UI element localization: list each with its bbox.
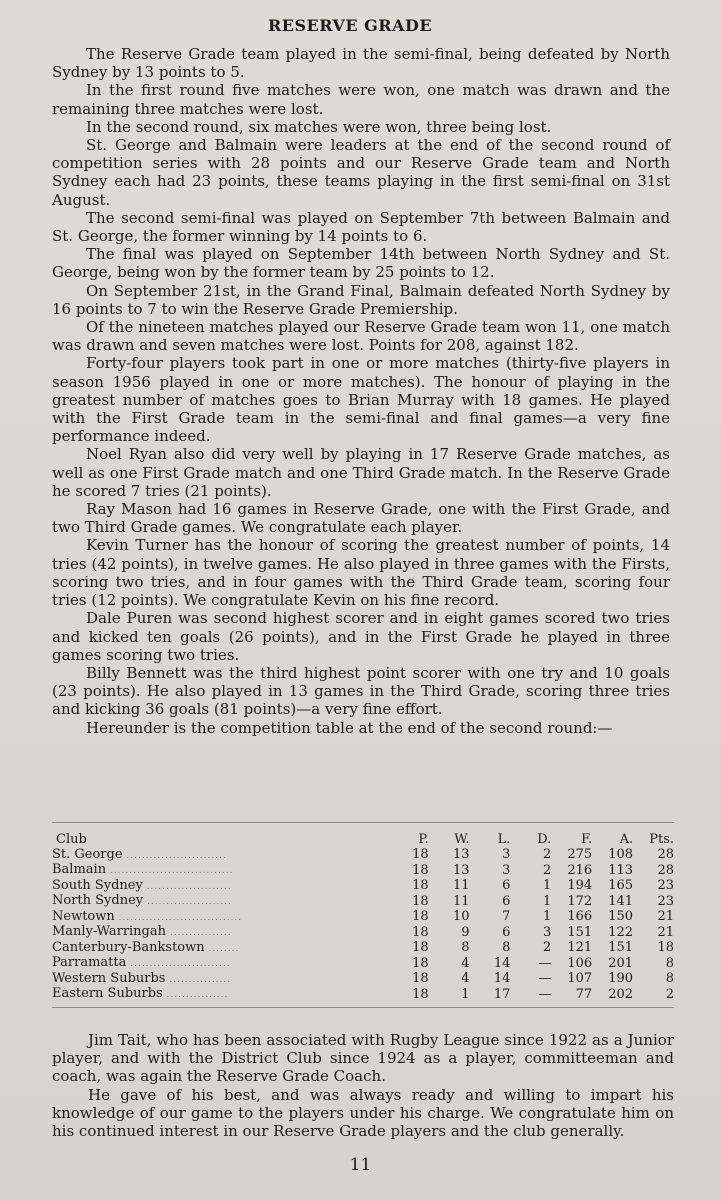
stat-cell: — [538, 986, 552, 1002]
stat-cell: 18 [412, 847, 429, 862]
table-row [52, 879, 674, 895]
stat-cell: 21 [657, 909, 674, 924]
page-title: RESERVE GRADE [267, 16, 433, 35]
stat-cell: 23 [657, 878, 674, 893]
column-header: Pts. [649, 832, 674, 847]
standings-table [52, 833, 674, 1003]
leader-dots: ................................ [114, 912, 243, 923]
club-name-cell [52, 956, 388, 972]
stat-cell: 8 [502, 940, 511, 955]
stat-cell: 2 [543, 847, 552, 862]
stat-cell: 122 [608, 924, 634, 940]
stat-cell: 2 [665, 986, 674, 1002]
table-row [52, 910, 674, 926]
competition-table [52, 822, 674, 1008]
stat-cell: 150 [608, 909, 634, 924]
stat-cell: 107 [567, 971, 593, 986]
stat-cell: 18 [412, 909, 429, 924]
leader-dots: ................ [165, 974, 232, 985]
stat-cell: 77 [575, 986, 593, 1002]
club-name: South Sydney [52, 878, 143, 893]
stat-cell: 18 [412, 862, 429, 878]
stat-cell: 6 [502, 893, 511, 909]
paragraph: Of the nineteen matches played our Reserve Grade team won 11, one match was drawn and seven matches were lost. Points for 208, against 182. [52, 318, 670, 355]
paragraph: Hereunder is the competition table at the end of the second round:— [86, 718, 613, 737]
stat-cell: — [538, 971, 552, 986]
paragraph: The final was played on September 14th between North Sydney and St. George, being won by the former team by 25 points to 12. [52, 245, 670, 282]
stat-cell: 165 [608, 878, 634, 893]
stat-cell: 18 [412, 955, 429, 971]
club-name-cell [52, 879, 388, 895]
stat-cell: 18 [412, 924, 429, 940]
table-header-row [52, 833, 674, 848]
page-number: 11 [349, 1155, 372, 1175]
stat-cell: 10 [452, 909, 470, 924]
club-name-cell [52, 863, 388, 879]
stat-cell: 4 [461, 971, 470, 986]
stat-cell: 1 [543, 893, 552, 909]
paragraph: Noel Ryan also did very well by playing in 17 Reserve Grade matches, as well as one First Grade match and one Third Grade match. In the Reserve Grade he scored 7 tries (21 points). [52, 445, 670, 500]
column-header: D. [537, 832, 552, 847]
stat-cell: 2 [543, 940, 552, 955]
stat-cell: 7 [502, 909, 511, 924]
stat-cell: 28 [657, 862, 674, 878]
table-row [52, 941, 674, 957]
stat-cell: 1 [461, 986, 470, 1002]
stat-cell: 3 [543, 924, 552, 940]
stat-cell: 4 [461, 955, 470, 971]
stat-cell: 202 [608, 986, 634, 1002]
leader-dots: ................................ [106, 866, 234, 876]
stat-cell: 201 [608, 955, 634, 971]
stat-cell: 18 [412, 971, 429, 986]
stat-cell: 23 [657, 893, 674, 909]
stat-cell: 11 [452, 878, 470, 893]
coach-text [52, 1031, 674, 1140]
stat-cell: 8 [665, 971, 674, 986]
stat-cell: 8 [665, 955, 674, 971]
table-row [52, 848, 674, 864]
stat-cell: 8 [461, 940, 470, 955]
column-header: W. [454, 832, 470, 847]
leader-dots: ................ [166, 928, 232, 938]
paragraph: The Reserve Grade team played in the semi-final, being defeated by North Sydney by 13 points to 5. [52, 45, 670, 82]
stat-cell: 2 [543, 862, 552, 878]
stat-cell: 108 [608, 847, 634, 862]
leader-dots: ................ [162, 990, 229, 1000]
club-name-cell [52, 894, 388, 910]
club-name: North Sydney [52, 894, 144, 908]
club-name-cell [52, 925, 388, 941]
column-header: P. [418, 832, 429, 847]
stat-cell: 151 [567, 924, 593, 940]
stat-cell: 17 [493, 986, 511, 1002]
table-row [52, 972, 674, 988]
paragraph: He gave of his best, and was always ready and willing to impart his knowledge of our game to the players under his charge. We congratulate him on his continued interest in our Reserve Grade players and the club generally. [52, 1085, 674, 1141]
stat-cell: 18 [412, 878, 429, 893]
leader-dots: .......................... [122, 850, 227, 861]
stat-cell: 6 [502, 924, 511, 940]
leader-dots: .......................... [126, 959, 231, 969]
paragraph: On September 21st, in the Grand Final, Balmain defeated North Sydney by 16 points to 7 to win the Reserve Grade Premiership. [52, 281, 670, 318]
club-name: Balmain [52, 863, 107, 877]
stat-cell: 18 [412, 893, 429, 909]
stat-cell: 141 [608, 893, 634, 909]
table-row [52, 956, 674, 972]
paragraph: Kevin Turner has the honour of scoring the greatest number of points, 14 tries (42 points), in twelve games. He also played in three games with the Firsts, scoring two tries, and in four games with the Third Grade team, scoring four tries (12 points). We congratulate Kevin on his fine record. [52, 536, 670, 610]
leader-dots: ...................... [142, 881, 232, 892]
stat-cell: 18 [412, 940, 429, 955]
leader-dots: ...................... [143, 897, 232, 907]
stat-cell: 151 [608, 940, 634, 955]
stat-cell: 9 [461, 924, 470, 940]
stat-cell: 28 [657, 847, 674, 862]
club-name-cell [52, 941, 388, 957]
leader-dots: ........ [204, 943, 240, 954]
stat-cell: 13 [452, 847, 470, 862]
club-name-cell [52, 987, 388, 1003]
club-name-cell [52, 972, 388, 988]
table-row [52, 925, 674, 941]
table-row [52, 987, 674, 1003]
stat-cell: 166 [567, 909, 593, 924]
stat-cell: 190 [608, 971, 634, 986]
paragraph: Dale Puren was second highest scorer and in eight games scored two tries and kicked ten goals (26 points), and in the First Grade he played in three games scoring two tries. [52, 609, 670, 664]
paragraph: Billy Bennett was the third highest point scorer with one try and 10 goals (23 points). He also played in 13 games in the Third Grade, scoring three tries and kicking 36 goals (81 points)—a very fine effort. [52, 663, 670, 719]
paragraph: The second semi-final was played on September 7th between Balmain and St. George, the former winning by 14 points to 6. [52, 208, 670, 246]
table-row [52, 863, 674, 879]
club-name: Newtown [52, 909, 115, 924]
paragraph: St. George and Balmain were leaders at the end of the second round of competition series with 28 points and our Reserve Grade team and North Sydney each had 23 points, these teams playing in the first semi-final on 31st August. [52, 136, 670, 209]
stat-cell: 106 [567, 955, 593, 971]
club-name: Canterbury-Bankstown [52, 940, 205, 955]
club-name: Western Suburbs [52, 971, 166, 986]
stat-cell: 21 [657, 924, 674, 940]
stat-cell: 11 [452, 893, 470, 909]
paragraph: Ray Mason had 16 games in Reserve Grade, one with the First Grade, and two Third Grade games. We congratulate each player. [52, 500, 670, 537]
stat-cell: 1 [543, 878, 552, 893]
club-name-cell [52, 910, 388, 926]
club-name: Parramatta [52, 956, 127, 970]
table-row [52, 894, 674, 910]
column-header: Club [56, 832, 87, 847]
paragraph: In the second round, six matches were won, three being lost. [86, 117, 552, 136]
club-name: St. George [52, 847, 123, 862]
stat-cell: 6 [502, 878, 511, 893]
stat-cell: 1 [543, 909, 552, 924]
club-name: Eastern Suburbs [52, 987, 163, 1001]
club-name: Manly-Warringah [52, 925, 167, 939]
paragraph: Jim Tait, who has been associated with Rugby League since 1922 as a Junior player, and with the District Club since 1924 as a player, committeeman and coach, was again the Reserve Grade Coach. [52, 1031, 674, 1086]
body-text [52, 45, 670, 737]
stat-cell: 121 [567, 940, 593, 955]
stat-cell: 13 [452, 862, 470, 878]
stat-cell: 18 [657, 940, 674, 955]
column-header: A. [619, 832, 634, 847]
stat-cell: 14 [493, 955, 511, 971]
paragraph: In the first round five matches were won, one match was drawn and the remaining three matches were lost. [52, 81, 670, 118]
stat-cell: 113 [608, 862, 634, 878]
club-name-cell [52, 848, 388, 864]
stat-cell: — [538, 955, 552, 971]
stat-cell: 172 [567, 893, 593, 909]
stat-cell: 3 [502, 862, 511, 878]
stat-cell: 216 [567, 862, 593, 878]
paragraph: Forty-four players took part in one or more matches (thirty-five players in season 1956 played in one or more matches). The honour of playing in the greatest number of matches goes to Brian Murray with 18 games. He played with the First Grade team in the semi-final and final games—a very fine performance indeed. [52, 354, 670, 446]
stat-cell: 3 [502, 847, 511, 862]
column-header: L. [497, 832, 511, 847]
stat-cell: 18 [412, 986, 429, 1002]
stat-cell: 275 [567, 847, 593, 862]
column-header: F. [581, 832, 593, 847]
stat-cell: 14 [493, 971, 511, 986]
stat-cell: 194 [567, 878, 593, 893]
